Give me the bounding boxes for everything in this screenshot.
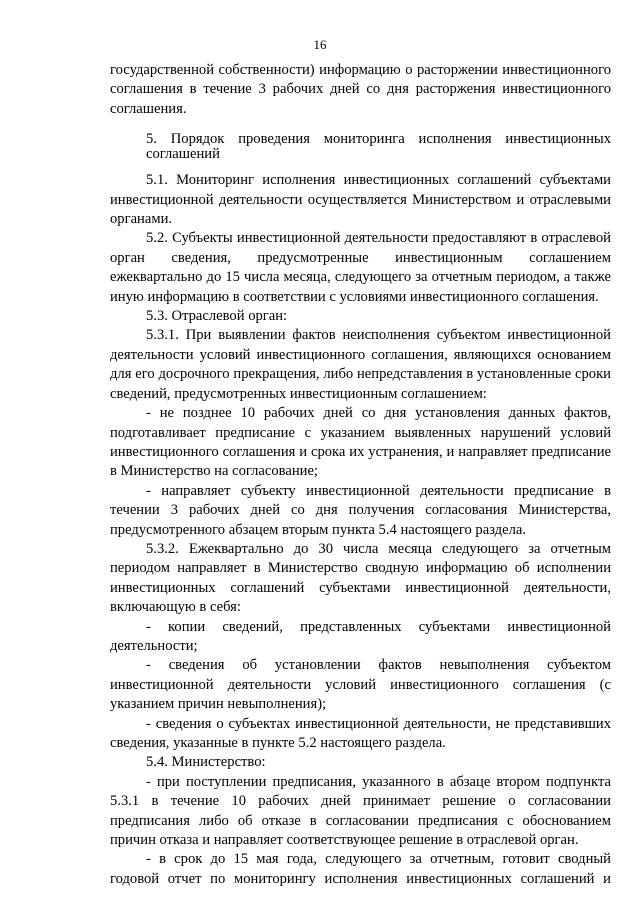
document-body bbox=[110, 61, 611, 889]
list-item: - сведения о субъектах инвестиционной деятельности, не представивших сведения, указанные в пункте 5.2 настоящего раздела. bbox=[110, 715, 611, 751]
paragraph: 5.3. Отраслевой орган: bbox=[146, 308, 288, 325]
list-item: - копии сведений, представленных субъектами инвестиционной деятельности; bbox=[110, 618, 611, 654]
list-item: - сведения об установлении фактов невыполнения субъектом инвестиционной деятельности условий инвестиционного соглашения (с указанием причин невыполнения); bbox=[110, 657, 611, 713]
list-item: - при поступлении предписания, указанного в абзаце втором подпункта 5.3.1 в течение 10 рабочих дней принимает решение о согласовании предписания либо об отказе в согласовании предписания с обоснованием причин отказа и направляет соответствующее решение в отраслевой орган. bbox=[110, 773, 611, 849]
paragraph: 5.1. Мониторинг исполнения инвестиционных соглашений субъектами инвестиционной деятельности осуществляется Министерством и отраслевыми органами. bbox=[110, 172, 611, 228]
list-item: - в срок до 15 мая года, следующего за отчетным, готовит сводный годовой отчет по мониторингу исполнения инвестиционных соглашений и bbox=[110, 851, 611, 887]
list-item: - направляет субъекту инвестиционной деятельности предписание в течении 3 рабочих дней со дня получения согласования Министерства, предусмотренного абзацем вторым пункта 5.4 настоящего раздела. bbox=[110, 482, 611, 538]
paragraph: 5.2. Субъекты инвестиционной деятельности предоставляют в отраслевой орган сведения, предусмотренные инвестиционным соглашением ежеквартально до 15 числа месяца, следующего за отчетным периодом, а также иную информацию в соответствии с условиями инвестиционного соглашения. bbox=[110, 230, 611, 305]
paragraph: государственной собственности) информацию о расторжении инвестиционного соглашения в течение 3 рабочих дней со дня расторжения инвестиционного соглашения. bbox=[110, 62, 611, 117]
section-heading: 5. Порядок проведения мониторинга исполнения инвестиционных соглашений bbox=[146, 131, 611, 163]
paragraph: 5.3.1. При выявлении фактов неисполнения субъектом инвестиционной деятельности условий инвестиционного соглашения, являющихся основанием для его досрочного прекращения, либо непредставления в установленные сроки сведений, предусмотренных инвестиционным соглашением: bbox=[110, 327, 611, 402]
paragraph: 5.3.2. Ежеквартально до 30 числа месяца следующего за отчетным периодом направляет в Министерство сводную информацию об исполнении инвестиционных соглашений субъектами инвестиционной деятельности, включающую в себя: bbox=[110, 540, 611, 616]
paragraph: 5.4. Министерство: bbox=[146, 754, 266, 771]
page-number: 16 bbox=[313, 37, 327, 52]
list-item: - не позднее 10 рабочих дней со дня установления данных фактов, подготавливает предписание с указанием выявленных нарушений условий инвестиционного соглашения и срока их устранения, и направляет предписание в Министерство на согласование; bbox=[110, 405, 611, 480]
